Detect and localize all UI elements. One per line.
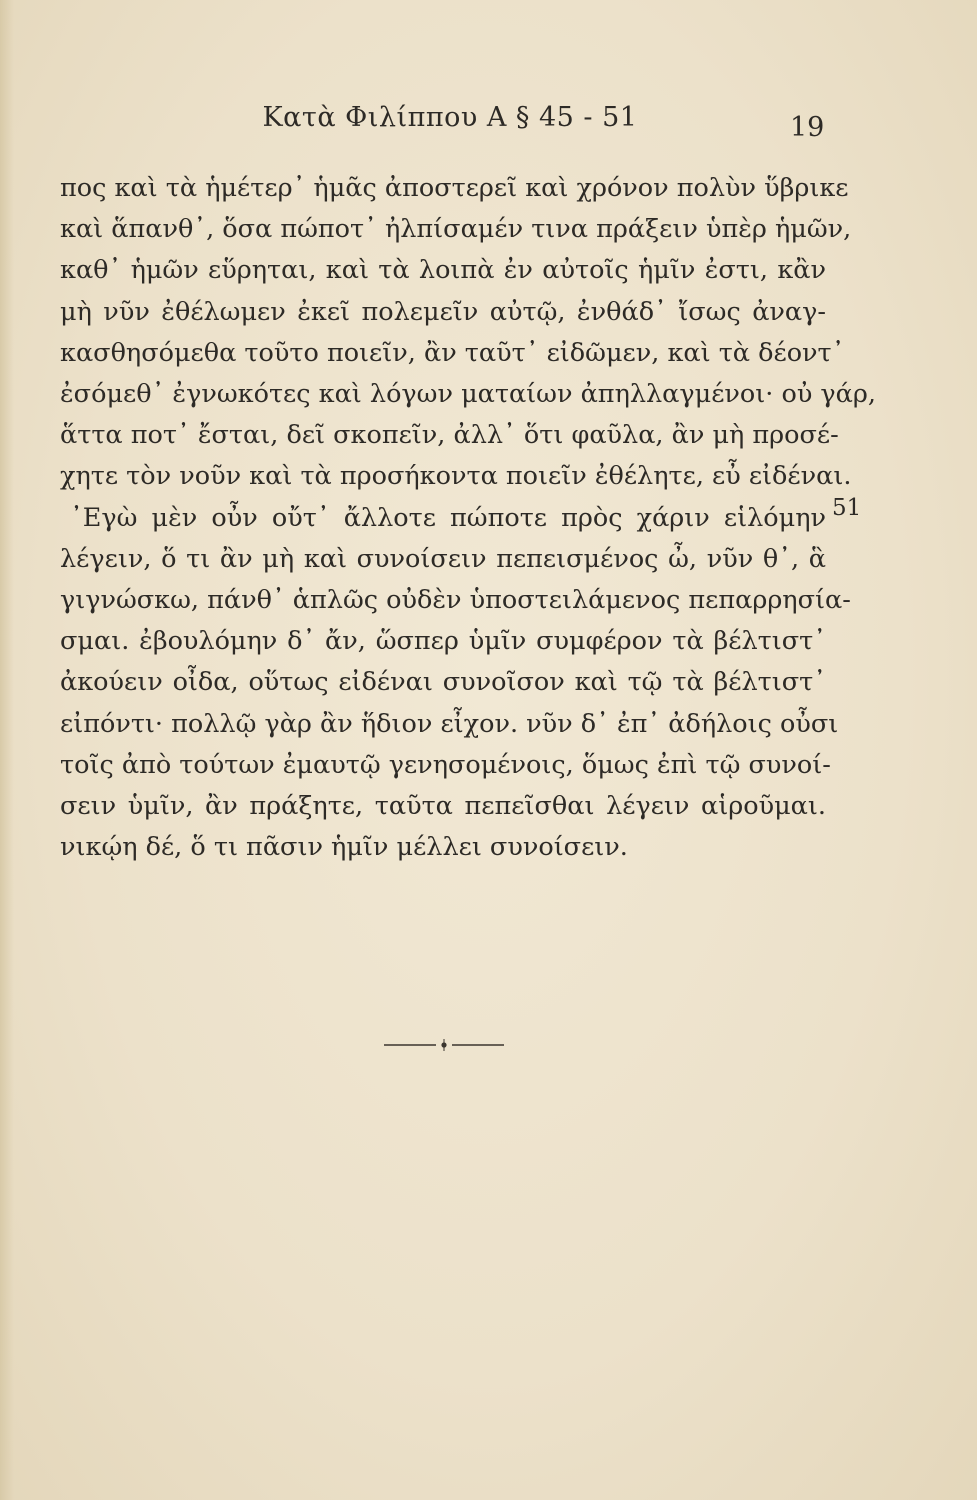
text-line: κασθησόμεθα τοῦτο ποιεῖν, ἂν ταῦτ᾽ εἰδῶμεν, καὶ τὰ δέοντ᾽ xyxy=(60,337,845,368)
text-line: γιγνώσκω, πάνθ᾽ ἁπλῶς οὐδὲν ὑποστειλάμενος πεπαρρησία- xyxy=(60,585,851,616)
text-line: πος καὶ τὰ ἡμέτερ᾽ ἡμᾶς ἀποστερεῖ καὶ χρόνον πολὺν ὕβρικε xyxy=(60,173,849,203)
text-line: λέγειν, ὅ τι ἂν μὴ καὶ συνοίσειν πεπεισμένος ὦ, νῦν θ᾽, ἃ xyxy=(60,543,826,574)
text-line: ἀκούειν οἶδα, οὕτως εἰδέναι συνοῖσον καὶ τῷ τὰ βέλτιστ᾽ xyxy=(60,667,826,698)
page-binding-edge xyxy=(0,0,14,1500)
margin-section-number: 51 xyxy=(832,495,862,521)
text-line: χητε τὸν νοῦν καὶ τὰ προσήκοντα ποιεῖν ἐθέλητε, εὖ εἰδέναι. xyxy=(60,461,852,492)
text-line: νικῴη δέ, ὅ τι πᾶσιν ἡμῖν μέλλει συνοίσειν. xyxy=(60,832,628,863)
text-line: μὴ νῦν ἐθέλωμεν ἐκεῖ πολεμεῖν αὐτῷ, ἐνθάδ᾽ ἴσως ἀναγ- xyxy=(60,296,826,327)
paragraph-1 xyxy=(60,168,876,498)
text-line: καθ᾽ ἡμῶν εὕρηται, καὶ τὰ λοιπὰ ἐν αὐτοῖς ἡμῖν ἐστι, κἂν xyxy=(60,255,826,286)
text-line: σμαι. ἐβουλόμην δ᾽ ἄν, ὥσπερ ὑμῖν συμφέρον τὰ βέλτιστ᾽ xyxy=(60,626,826,657)
text-line: σειν ὑμῖν, ἂν πράξητε, ταῦτα πεπεῖσθαι λέγειν αἱροῦμαι. xyxy=(60,791,826,822)
running-head: Κατὰ Φιλίππου Α § 45 - 51 xyxy=(262,102,638,133)
text-line: ἅττα ποτ᾽ ἔσται, δεῖ σκοπεῖν, ἀλλ᾽ ὅτι φαῦλα, ἂν μὴ προσέ- xyxy=(60,420,839,451)
end-ornament-rule xyxy=(384,1038,504,1052)
text-line: τοῖς ἀπὸ τούτων ἐμαυτῷ γενησομένοις, ὅμως ἐπὶ τῷ συνοί- xyxy=(60,749,831,780)
text-line: καὶ ἅπανθ᾽, ὅσα πώποτ᾽ ἠλπίσαμέν τινα πράξειν ὑπὲρ ἡμῶν, xyxy=(60,214,852,245)
page-number: 19 xyxy=(790,112,825,143)
text-line: ᾽Εγὼ μὲν οὖν οὔτ᾽ ἄλλοτε πώποτε πρὸς χάριν εἱλόμην xyxy=(70,502,826,533)
text-line: ἐσόμεθ᾽ ἐγνωκότες καὶ λόγων ματαίων ἀπηλλαγμένοι· οὐ γάρ, xyxy=(60,379,876,410)
text-line: εἰπόντι· πολλῷ γὰρ ἂν ἥδιον εἶχον. νῦν δ᾽ ἐπ᾽ ἀδήλοις οὖσι xyxy=(60,708,839,739)
